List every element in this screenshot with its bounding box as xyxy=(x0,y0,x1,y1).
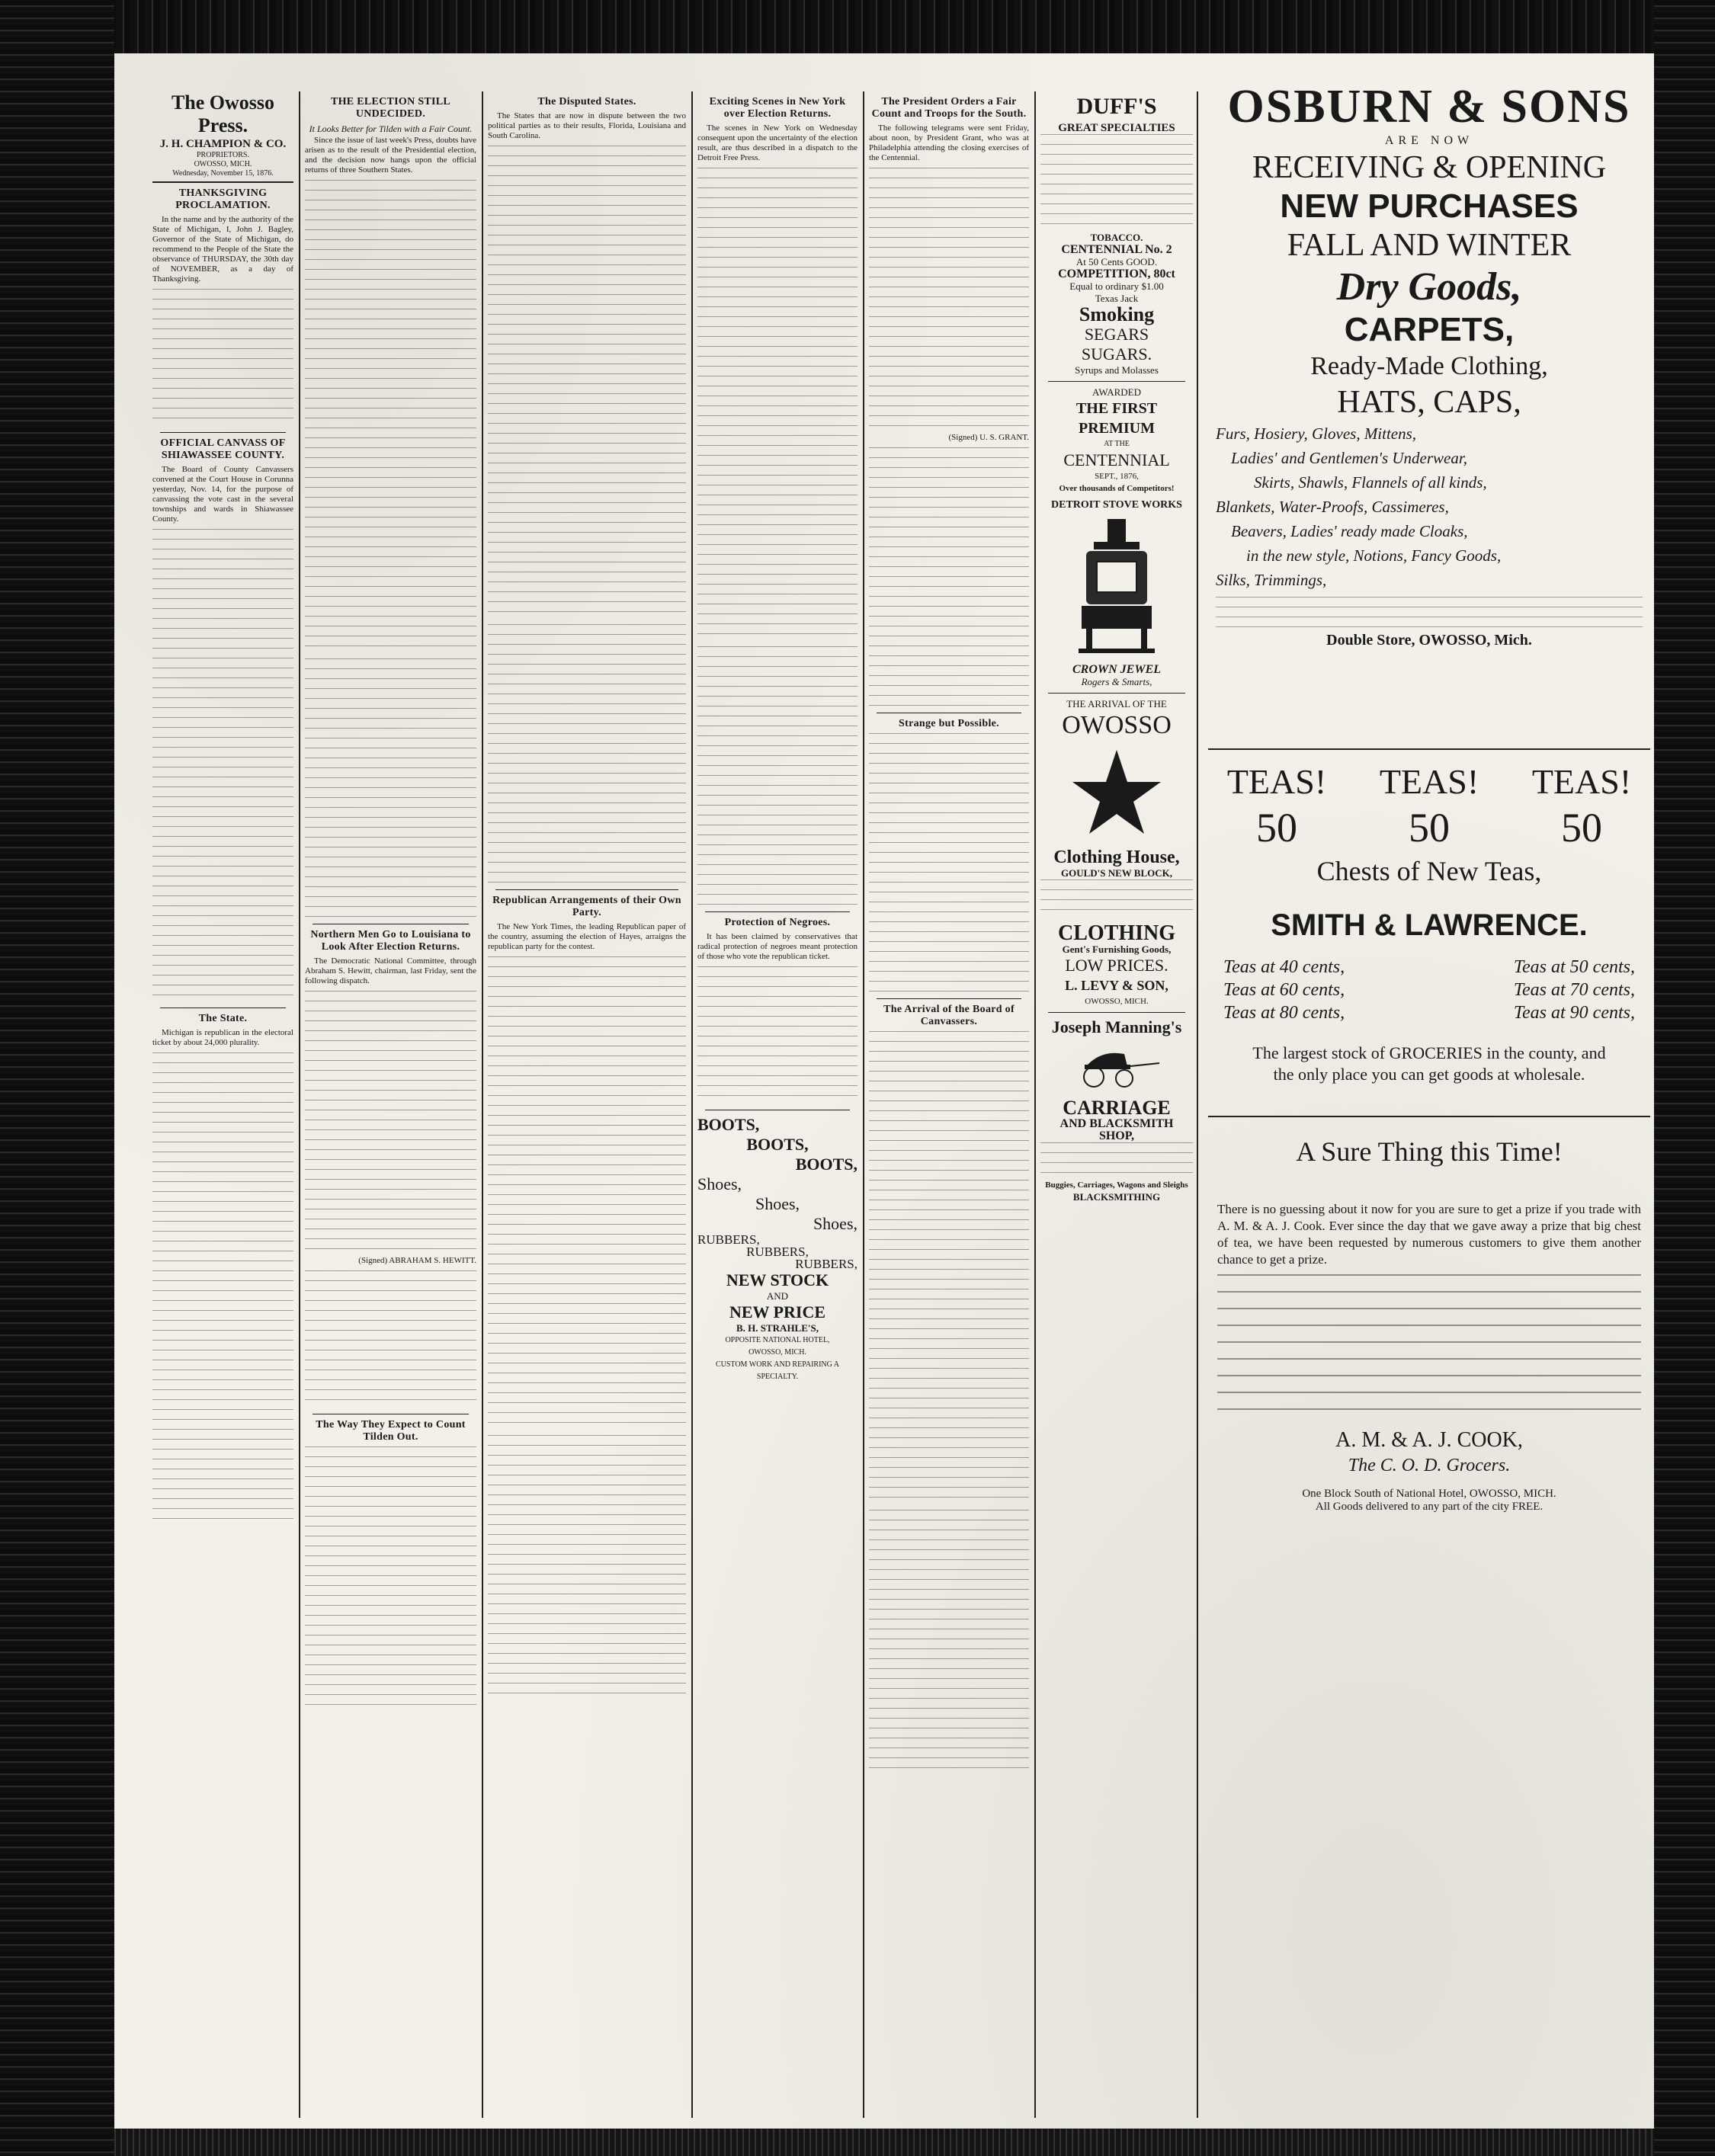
ad-cod-grocers: The C. O. D. Grocers. xyxy=(1348,1456,1511,1475)
ad-sure-body: There is no guessing about it now for you are sure to get a prize if you trade with A. M. & A. J. Cook. Ever since the day that we gave away a prize that big chest of tea, we have been requested by numerous customers to give them another chance to get a prize. xyxy=(1217,1202,1641,1267)
ad-smith-lawrence: SMITH & LAWRENCE. xyxy=(1271,908,1588,942)
ad-price-left: Teas at 60 cents, xyxy=(1223,980,1345,1000)
ad-goods-item: Skirts, Shawls, Flannels of all kinds, xyxy=(1254,473,1487,492)
column-separator xyxy=(1048,693,1185,694)
ad-fall-winter: FALL AND WINTER xyxy=(1287,228,1572,263)
advertisement-boots xyxy=(697,1115,858,1383)
article-subheading: It Looks Better for Tilden with a Fair Count. xyxy=(309,123,473,134)
text-lines xyxy=(869,168,1029,427)
masthead-publisher: J. H. CHAMPION & CO. xyxy=(159,138,287,150)
ad-and: AND xyxy=(766,1290,789,1302)
carriage-icon xyxy=(1071,1043,1162,1089)
ad-blacksmith: AND BLACKSMITH xyxy=(1059,1117,1174,1130)
ad-strahle-address: OPPOSITE NATIONAL HOTEL, xyxy=(725,1336,830,1344)
column-rule xyxy=(299,91,300,2118)
article-heading: Exciting Scenes in New York over Election Returns. xyxy=(709,96,846,120)
advertisement-manning xyxy=(1040,1017,1193,1203)
ad-price-left: Teas at 40 cents, xyxy=(1223,957,1345,977)
ad-centennial-2: CENTENNIAL xyxy=(1063,450,1170,469)
column-separator xyxy=(705,911,850,912)
ad-over-competitors: Over thousands of Competitors! xyxy=(1059,484,1175,493)
text-lines xyxy=(697,966,858,1104)
ad-shoes-line: Shoes, xyxy=(813,1214,858,1233)
ad-first-premium: THE FIRST PREMIUM xyxy=(1075,400,1158,437)
advertisement-osburn xyxy=(1200,80,1658,649)
article-paragraph: The Board of County Canvassers convened at the Court House in Corunna yesterday, Nov. 14, for the purpose of canvassing the vote cast in the several townships and wards in Shiawassee County. xyxy=(152,465,293,524)
advertisement-cook xyxy=(1200,1132,1658,1514)
article-paragraph: The Democratic National Committee, through Abraham S. Hewitt, chairman, last Friday, sent the following dispatch. xyxy=(305,956,476,985)
advertisement-teas xyxy=(1200,761,1658,1085)
ad-tobacco: TOBACCO. xyxy=(1090,232,1143,243)
advertisement-clothing-house xyxy=(1040,698,1193,1008)
ad-double-store: Double Store, OWOSSO, Mich. xyxy=(1326,632,1532,649)
scan-border-left xyxy=(0,0,114,2156)
section-rule xyxy=(1208,748,1650,750)
scan-border-right xyxy=(1654,0,1715,2156)
ad-osburn-title: OSBURN & SONS xyxy=(1227,81,1631,133)
ad-sept: SEPT., 1876, xyxy=(1095,472,1139,481)
ad-carpets: CARPETS, xyxy=(1344,311,1515,348)
ad-shop: SHOP, xyxy=(1098,1129,1135,1142)
ad-clothing: CLOTHING xyxy=(1057,921,1176,945)
ad-boots-line: BOOTS, xyxy=(795,1155,858,1174)
ad-cook: A. M. & A. J. COOK, xyxy=(1335,1428,1523,1452)
column-rule xyxy=(863,91,864,2118)
column-6-ads xyxy=(1040,91,1193,2118)
ad-goods-item: Blankets, Water-Proofs, Cassimeres, xyxy=(1216,498,1449,516)
ad-equal: Equal to ordinary $1.00 xyxy=(1069,280,1164,292)
ad-price-right: Teas at 90 cents, xyxy=(1513,1003,1635,1023)
advertisement-duffs xyxy=(1040,91,1193,376)
ad-sugars: SUGARS. xyxy=(1081,344,1152,364)
ad-awarded: AWARDED xyxy=(1092,386,1141,398)
article-paragraph: In the name and by the authority of the State of Michigan, I, John J. Bagley, Governor of the State of Michigan, do recommend to the People of the State the observance of THURSDAY, the 30th day of NOVEMBER, as a day of Thanksgiving. xyxy=(152,215,293,284)
column-5 xyxy=(869,91,1029,2118)
ad-buggies: Buggies, Carriages, Wagons and Sleighs xyxy=(1045,1181,1188,1190)
ad-price-row xyxy=(1200,979,1658,1001)
ad-goods-item: Ladies' and Gentlemen's Underwear, xyxy=(1231,449,1467,467)
article-heading: The Arrival of the Board of Canvassers. xyxy=(883,1004,1015,1027)
ad-blacksmithing: BLACKSMITHING xyxy=(1072,1191,1161,1203)
ad-receiving: RECEIVING & OPENING xyxy=(1252,150,1607,185)
ad-goods-item: Furs, Hosiery, Gloves, Mittens, xyxy=(1216,424,1417,443)
ad-fifty: 50 xyxy=(1256,805,1297,851)
article-heading: The State. xyxy=(198,1013,248,1024)
column-separator xyxy=(1048,1012,1185,1013)
article-paragraph: The scenes in New York on Wednesday consequent upon the uncertainty of the election result, are thus described in a dispatch to the Detroit Free Press. xyxy=(697,123,858,162)
column-3 xyxy=(488,91,686,2118)
masthead xyxy=(152,91,293,183)
ad-strahle: B. H. STRAHLE'S, xyxy=(736,1322,819,1334)
column-2 xyxy=(305,91,476,2118)
star-icon xyxy=(1071,747,1162,838)
article-heading: THANKSGIVING PROCLAMATION. xyxy=(175,187,271,211)
text-lines xyxy=(488,956,686,1429)
article-paragraph: Michigan is republican in the electoral ticket by about 24,000 plurality. xyxy=(152,1028,293,1047)
ad-strahle-city: OWOSSO, MICH. xyxy=(749,1348,806,1357)
ad-boots-line: BOOTS, xyxy=(697,1115,760,1134)
ad-teas: TEAS! xyxy=(1226,762,1327,801)
article-paragraph: Since the issue of last week's Press, doubts have arisen as to the result of the Presidential election, and the decision now hangs upon the official returns of three Southern States. xyxy=(305,136,476,175)
ad-fifty-row xyxy=(1200,803,1658,852)
scan-border-top xyxy=(0,0,1715,53)
ad-dry-goods: Dry Goods, xyxy=(1336,265,1522,309)
masthead-title: The Owosso Press. xyxy=(171,91,275,136)
ad-duff-title: DUFF'S xyxy=(1076,94,1157,119)
ad-smoking: Smoking xyxy=(1079,303,1155,325)
ad-sure-thing: A Sure Thing this Time! xyxy=(1296,1136,1563,1167)
ad-low-prices: LOW PRICES. xyxy=(1065,956,1168,975)
ad-rogers: Rogers & Smarts, xyxy=(1081,676,1152,687)
text-lines xyxy=(305,180,476,652)
ad-centennial: CENTENNIAL No. 2 xyxy=(1061,243,1172,256)
column-separator xyxy=(877,998,1021,999)
text-lines xyxy=(1217,1274,1641,1411)
article-heading: The President Orders a Fair Count and Troops for the South. xyxy=(871,96,1027,120)
ad-new-stock: NEW STOCK xyxy=(726,1270,829,1289)
column-rule xyxy=(691,91,693,2118)
ad-carriage: CARRIAGE xyxy=(1063,1097,1171,1119)
ad-rubbers-line: RUBBERS, xyxy=(746,1245,809,1259)
text-lines xyxy=(1216,597,1643,627)
ad-duff-subtitle: GREAT SPECIALTIES xyxy=(1058,122,1175,134)
ad-price-left: Teas at 80 cents, xyxy=(1223,1003,1345,1023)
ad-furnishing: Gent's Furnishing Goods, xyxy=(1062,943,1172,955)
text-lines xyxy=(869,733,1029,992)
article-paragraph: It has been claimed by conservatives that radical protection of negroes meant protection of those who vote the republican ticket. xyxy=(697,932,858,961)
article-heading: Republican Arrangements of their Own Party. xyxy=(492,895,681,918)
ad-levy-city: OWOSSO, MICH. xyxy=(1085,997,1149,1006)
ad-delivery: All Goods delivered to any part of the city FREE. xyxy=(1315,1501,1544,1513)
ad-rubbers-line: RUBBERS, xyxy=(697,1232,760,1247)
ad-ready-made: Ready-Made Clothing, xyxy=(1310,352,1548,380)
ad-texas-jack: Texas Jack xyxy=(1095,293,1139,304)
ad-price-row xyxy=(1200,956,1658,979)
ad-goods-list xyxy=(1200,421,1658,592)
ad-groceries: The largest stock of GROCERIES in the county, and the only place you can get goods at wholesale. xyxy=(1252,1043,1606,1084)
text-lines xyxy=(869,447,1029,706)
ad-new-purchases: NEW PURCHASES xyxy=(1280,187,1579,225)
ad-crown-jewel: CROWN JEWEL xyxy=(1072,663,1162,676)
column-separator xyxy=(160,432,286,433)
ad-clothing-house: Clothing House, xyxy=(1053,847,1180,867)
ad-competition: COMPETITION, 80ct xyxy=(1058,267,1175,280)
column-7-ads xyxy=(1200,72,1658,2118)
article-heading: Protection of Negroes. xyxy=(724,917,831,928)
ad-shoes-line: Shoes, xyxy=(755,1194,800,1213)
ad-custom-work: CUSTOM WORK AND REPAIRING A SPECIALTY. xyxy=(715,1360,840,1381)
scan-border-bottom xyxy=(0,2129,1715,2156)
text-lines xyxy=(869,1031,1029,1504)
ad-syrups: Syrups and Molasses xyxy=(1075,364,1159,376)
text-lines xyxy=(1040,134,1193,226)
ad-levy: L. LEVY & SON, xyxy=(1065,978,1168,993)
article-paragraph: The New York Times, the leading Republican paper of the country, assuming the election of Hayes, arraigns the republican party for the contest. xyxy=(488,922,686,951)
text-lines xyxy=(152,529,293,1001)
ad-are-now: ARE NOW xyxy=(1384,134,1474,147)
text-lines xyxy=(305,1270,476,1408)
ad-new-price: NEW PRICE xyxy=(729,1302,826,1321)
ad-at-the: AT THE xyxy=(1104,440,1130,448)
text-lines xyxy=(305,658,476,918)
ad-cook-footer: One Block South of National Hotel, OWOSSO, MICH. xyxy=(1302,1488,1556,1500)
ad-rubbers-line: RUBBERS, xyxy=(795,1257,858,1271)
column-1 xyxy=(152,91,293,2118)
ad-fifty: 50 xyxy=(1409,805,1450,851)
text-lines xyxy=(305,991,476,1250)
ad-teas-row xyxy=(1200,761,1658,803)
ad-price-right: Teas at 50 cents, xyxy=(1513,957,1635,977)
column-rule xyxy=(1197,91,1198,2118)
text-lines xyxy=(152,289,293,426)
article-heading: OFFICIAL CANVASS OF SHIAWASSEE COUNTY. xyxy=(160,437,286,461)
ad-shoes-line: Shoes, xyxy=(697,1174,742,1193)
column-separator xyxy=(1048,381,1185,382)
masthead-date: Wednesday, November 15, 1876. xyxy=(172,169,274,178)
signature: (Signed) ABRAHAM S. HEWITT. xyxy=(358,1256,476,1265)
column-rule xyxy=(1034,91,1036,2118)
stove-illustration-icon xyxy=(1063,517,1170,655)
text-lines xyxy=(152,1052,293,1525)
article-heading: The Way They Expect to Count Tilden Out. xyxy=(316,1419,466,1443)
ad-boots-line: BOOTS, xyxy=(746,1135,809,1154)
article-heading: The Disputed States. xyxy=(537,96,636,107)
text-lines xyxy=(697,646,858,905)
section-rule xyxy=(1208,1116,1650,1117)
ad-arrival: THE ARRIVAL OF THE xyxy=(1066,698,1167,710)
ad-price-right: Teas at 70 cents, xyxy=(1513,980,1635,1000)
article-paragraph: The following telegrams were sent Friday, about noon, by President Grant, who was at Philadelphia attending the closing exercises of the Centennial. xyxy=(869,123,1029,162)
ad-segars: SEGARS xyxy=(1084,325,1149,344)
column-separator xyxy=(495,889,678,890)
ad-hats-caps: HATS, CAPS, xyxy=(1337,385,1521,420)
advertisement-stove xyxy=(1040,386,1193,688)
ad-teas: TEAS! xyxy=(1531,762,1632,801)
text-lines xyxy=(488,146,686,618)
ad-stove-works: DETROIT STOVE WORKS xyxy=(1051,499,1182,511)
article-heading: THE ELECTION STILL UNDECIDED. xyxy=(330,96,451,120)
text-lines xyxy=(1040,879,1193,918)
signature: (Signed) U. S. GRANT. xyxy=(948,433,1029,442)
article-heading: Strange but Possible. xyxy=(899,718,999,729)
text-lines xyxy=(869,1510,1029,1769)
text-lines xyxy=(697,168,858,640)
column-rule xyxy=(482,91,483,2118)
ad-chests: Chests of New Teas, xyxy=(1316,856,1542,886)
ad-teas: TEAS! xyxy=(1379,762,1479,801)
article-heading: Northern Men Go to Louisiana to Look After Election Returns. xyxy=(310,929,471,953)
ad-manning: Joseph Manning's xyxy=(1051,1017,1182,1036)
ad-goods-item: in the new style, Notions, Fancy Goods, xyxy=(1246,546,1502,565)
ad-goods-item: Beavers, Ladies' ready made Cloaks, xyxy=(1231,522,1468,540)
ad-fifty: 50 xyxy=(1561,805,1602,851)
masthead-place: OWOSSO, MICH. xyxy=(194,160,252,168)
ad-goods-item: Silks, Trimmings, xyxy=(1216,571,1327,589)
ad-goulds-block: GOULD'S NEW BLOCK, xyxy=(1060,867,1173,879)
ad-centennial-price: At 50 Cents GOOD. xyxy=(1075,256,1158,267)
text-lines xyxy=(305,1446,476,1706)
text-lines xyxy=(488,624,686,883)
article-paragraph: The States that are now in dispute between the two political parties as to their results, Florida, Louisiana and South Carolina. xyxy=(488,111,686,140)
ad-owosso: OWOSSO xyxy=(1062,711,1172,739)
ad-price-row xyxy=(1200,1001,1658,1024)
masthead-proprietors: PROPRIETORS. xyxy=(196,151,249,159)
text-lines xyxy=(488,1435,686,1694)
text-lines xyxy=(1040,1142,1193,1173)
column-4 xyxy=(697,91,858,2118)
